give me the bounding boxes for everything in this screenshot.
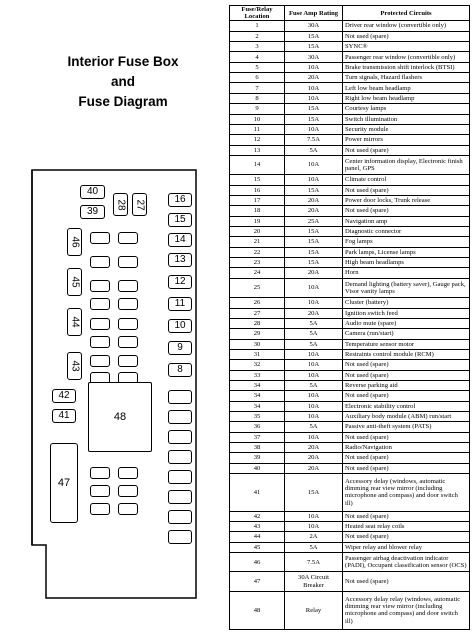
table-row — [230, 93, 470, 103]
table-row — [230, 206, 470, 216]
fuse-slot — [118, 318, 138, 330]
cell-protected-circuits: Driver rear window (convertible only) — [343, 21, 470, 31]
cell-location: 22 — [230, 247, 285, 257]
cell-location: 35 — [230, 411, 285, 421]
cell-amp-rating: 10A — [285, 278, 343, 297]
table-row — [230, 114, 470, 124]
cell-protected-circuits: Passive anti-theft system (PATS) — [343, 422, 470, 432]
cell-location: 26 — [230, 298, 285, 308]
cell-protected-circuits: Power door locks, Trunk release — [343, 196, 470, 206]
cell-amp-rating: 20A — [285, 268, 343, 278]
cell-amp-rating: 30A — [285, 52, 343, 62]
fuse-slot — [118, 485, 138, 497]
table-row — [230, 216, 470, 226]
table-row — [230, 453, 470, 463]
cell-amp-rating: 5A — [285, 542, 343, 552]
cell-amp-rating: 10A — [285, 93, 343, 103]
cell-location: 11 — [230, 124, 285, 134]
cell-amp-rating: 5A — [285, 318, 343, 328]
cell-protected-circuits: High beam headlamps — [343, 258, 470, 268]
table-row — [230, 318, 470, 328]
fuse-40: 40 — [80, 185, 105, 199]
cell-protected-circuits: Audio mute (spare) — [343, 318, 470, 328]
cell-protected-circuits: Diagnostic connector — [343, 227, 470, 237]
fuse-44: 44 — [67, 308, 82, 336]
cell-protected-circuits: Passenger airbag deactivation indicator (PADI), Occupant classification sensor (OCS) — [343, 553, 470, 572]
cell-protected-circuits: Not used (spare) — [343, 453, 470, 463]
cell-location: 16 — [230, 185, 285, 195]
table-row — [230, 370, 470, 380]
cell-protected-circuits: Reverse parking aid — [343, 380, 470, 390]
cell-location: 25 — [230, 278, 285, 297]
table-row — [230, 432, 470, 442]
cell-location: 4 — [230, 52, 285, 62]
cell-location: 47 — [230, 572, 285, 591]
cell-location: 23 — [230, 258, 285, 268]
table-header-row — [230, 6, 470, 21]
table-row — [230, 83, 470, 93]
cell-location: 17 — [230, 196, 285, 206]
cell-protected-circuits: Turn signals, Hazard flashers — [343, 73, 470, 83]
cell-protected-circuits: Navigation amp — [343, 216, 470, 226]
cell-protected-circuits: Power mirrors — [343, 135, 470, 145]
fuse-slot — [90, 485, 110, 497]
cell-amp-rating: 5A — [285, 145, 343, 155]
table-row — [230, 185, 470, 195]
cell-location: 27 — [230, 308, 285, 318]
table-row — [230, 145, 470, 155]
page-subtitle: Fuse Diagram — [78, 94, 168, 109]
cell-amp-rating: 20A — [285, 73, 343, 83]
cell-amp-rating: 20A — [285, 206, 343, 216]
cell-location: 31 — [230, 349, 285, 359]
cell-location: 10 — [230, 114, 285, 124]
cell-amp-rating: 30A — [285, 21, 343, 31]
fuse-slot — [90, 232, 110, 244]
table-row — [230, 227, 470, 237]
cell-location: 37 — [230, 432, 285, 442]
table-row — [230, 360, 470, 370]
table-row — [230, 247, 470, 257]
fuse-slot — [168, 430, 192, 444]
fuse-slot — [168, 530, 192, 544]
cell-amp-rating: 30A Circuit Breaker — [285, 572, 343, 591]
cell-amp-rating: 20A — [285, 463, 343, 473]
cell-amp-rating: 15A — [285, 185, 343, 195]
table-row — [230, 474, 470, 512]
cell-amp-rating: 10A — [285, 360, 343, 370]
table-row — [230, 52, 470, 62]
fuse-41: 41 — [52, 409, 76, 423]
cell-amp-rating: 5A — [285, 380, 343, 390]
cell-protected-circuits: Temperature sensor motor — [343, 339, 470, 349]
cell-protected-circuits: Left low beam headlamp — [343, 83, 470, 93]
cell-location: 20 — [230, 227, 285, 237]
cell-protected-circuits: Security module — [343, 124, 470, 134]
cell-amp-rating: 15A — [285, 114, 343, 124]
cell-amp-rating: 20A — [285, 308, 343, 318]
fuse-slot — [118, 503, 138, 515]
cell-protected-circuits: Fog lamps — [343, 237, 470, 247]
page-title-connector: and — [110, 74, 135, 89]
fuse-slot — [118, 467, 138, 479]
cell-amp-rating: 20A — [285, 443, 343, 453]
cell-location: 2 — [230, 31, 285, 41]
cell-amp-rating: 15A — [285, 31, 343, 41]
cell-location: 3 — [230, 42, 285, 52]
cell-amp-rating: 2A — [285, 532, 343, 542]
cell-protected-circuits: Not used (spare) — [343, 432, 470, 442]
cell-protected-circuits: Horn — [343, 268, 470, 278]
fuse-slot — [118, 355, 138, 367]
table-row — [230, 591, 470, 629]
cell-location: 34 — [230, 380, 285, 390]
cell-location: 29 — [230, 329, 285, 339]
cell-amp-rating: 7.5A — [285, 553, 343, 572]
fuse-slot — [118, 256, 138, 268]
cell-amp-rating: 10A — [285, 62, 343, 72]
cell-protected-circuits: Restraints control module (RCM) — [343, 349, 470, 359]
cell-protected-circuits: Brake transmission shift interlock (BTSI) — [343, 62, 470, 72]
cell-location: 43 — [230, 522, 285, 532]
column-header-amp-rating: Fuse Amp Rating — [285, 6, 343, 21]
table-row — [230, 308, 470, 318]
table-row — [230, 175, 470, 185]
cell-amp-rating: 10A — [285, 411, 343, 421]
cell-protected-circuits: Radio/Navigation — [343, 443, 470, 453]
cell-protected-circuits: Auxiliary body module (ABM) run/start — [343, 411, 470, 421]
cell-location: 42 — [230, 511, 285, 521]
cell-amp-rating: 7.5A — [285, 135, 343, 145]
page-title: Interior Fuse Box — [67, 54, 179, 69]
cell-protected-circuits: Right low beam headlamp — [343, 93, 470, 103]
table-row — [230, 572, 470, 591]
cell-amp-rating: 10A — [285, 522, 343, 532]
cell-amp-rating: 10A — [285, 401, 343, 411]
table-row — [230, 196, 470, 206]
cell-protected-circuits: Not used (spare) — [343, 145, 470, 155]
table-row — [230, 463, 470, 473]
cell-amp-rating: 10A — [285, 511, 343, 521]
cell-protected-circuits: Not used (spare) — [343, 370, 470, 380]
cell-protected-circuits: Not used (spare) — [343, 31, 470, 41]
cell-location: 8 — [230, 93, 285, 103]
column-header-protected-circuits: Protected Circuits — [343, 6, 470, 21]
cell-protected-circuits: Courtesy lamps — [343, 104, 470, 114]
cell-protected-circuits: Not used (spare) — [343, 463, 470, 473]
cell-amp-rating: 5A — [285, 339, 343, 349]
cell-protected-circuits: Electronic stability control — [343, 401, 470, 411]
cell-protected-circuits: Not used (spare) — [343, 532, 470, 542]
cell-amp-rating: 10A — [285, 124, 343, 134]
cell-location: 45 — [230, 542, 285, 552]
cell-protected-circuits: Ignition switch feed — [343, 308, 470, 318]
fuse-12: 12 — [168, 275, 192, 289]
fuse-9: 9 — [168, 341, 192, 355]
fuse-slot — [118, 280, 138, 292]
fuse-45: 45 — [67, 268, 82, 296]
cell-amp-rating: Relay — [285, 591, 343, 629]
cell-protected-circuits: Camera (run/start) — [343, 329, 470, 339]
cell-protected-circuits: Not used (spare) — [343, 511, 470, 521]
table-body — [230, 21, 470, 630]
fuse-slot — [168, 410, 192, 424]
cell-amp-rating: 15A — [285, 42, 343, 52]
fuse-slot — [118, 232, 138, 244]
table-row — [230, 31, 470, 41]
column-header-location: Fuse/Relay Location — [230, 6, 285, 21]
cell-location: 15 — [230, 175, 285, 185]
cell-protected-circuits: Center information display, Electronic finish panel, GPS — [343, 155, 470, 174]
fuse-8: 8 — [168, 363, 192, 377]
cell-amp-rating: 10A — [285, 370, 343, 380]
fuse-slot — [118, 336, 138, 348]
cell-protected-circuits: Heated seat relay coils — [343, 522, 470, 532]
cell-amp-rating: 15A — [285, 227, 343, 237]
table-row — [230, 339, 470, 349]
table-row — [230, 391, 470, 401]
cell-protected-circuits: Climate control — [343, 175, 470, 185]
fuse-slot — [168, 510, 192, 524]
table-row — [230, 380, 470, 390]
table-row — [230, 511, 470, 521]
table-row — [230, 349, 470, 359]
fuse-slot — [90, 503, 110, 515]
cell-protected-circuits: Not used (spare) — [343, 206, 470, 216]
cell-protected-circuits: Accessory delay relay (windows, automatic dimming rear view mirror (including microphone and compass) and door switch ill) — [343, 591, 470, 629]
table-row — [230, 542, 470, 552]
cell-location: 28 — [230, 318, 285, 328]
cell-location: 7 — [230, 83, 285, 93]
cell-location: 12 — [230, 135, 285, 145]
fuse-slot — [90, 280, 110, 292]
cell-amp-rating: 10A — [285, 155, 343, 174]
fuse-slot — [90, 318, 110, 330]
cell-amp-rating: 20A — [285, 453, 343, 463]
fuse-slot — [90, 256, 110, 268]
fuse-table — [229, 5, 470, 630]
cell-amp-rating: 15A — [285, 474, 343, 512]
cell-protected-circuits: Cluster (battery) — [343, 298, 470, 308]
cell-location: 30 — [230, 339, 285, 349]
cell-amp-rating: 10A — [285, 298, 343, 308]
cell-amp-rating: 10A — [285, 349, 343, 359]
cell-protected-circuits: Not used (spare) — [343, 572, 470, 591]
table-row — [230, 553, 470, 572]
cell-protected-circuits: Demand lighting (battery saver), Gauge pack, Visor vanity lamps — [343, 278, 470, 297]
cell-protected-circuits: Accessory delay (windows, automatic dimming rear view mirror (including microphone and compass) and door switch ill) — [343, 474, 470, 512]
fuse-13: 13 — [168, 253, 192, 267]
fuse-15: 15 — [168, 213, 192, 227]
cell-location: 41 — [230, 474, 285, 512]
cell-location: 5 — [230, 62, 285, 72]
table-row — [230, 258, 470, 268]
cell-amp-rating: 10A — [285, 175, 343, 185]
cell-location: 14 — [230, 155, 285, 174]
fuse-16: 16 — [168, 193, 192, 207]
cell-protected-circuits: Park lamps, License lamps — [343, 247, 470, 257]
fuse-11: 11 — [168, 297, 192, 311]
table-row — [230, 532, 470, 542]
cell-amp-rating: 10A — [285, 83, 343, 93]
circuit-breaker-47: 47 — [50, 443, 78, 523]
cell-amp-rating: 15A — [285, 104, 343, 114]
table-row — [230, 73, 470, 83]
fuse-27: 27 — [132, 193, 147, 216]
fuse-28: 28 — [113, 193, 128, 216]
cell-amp-rating: 10A — [285, 432, 343, 442]
relay-48: 48 — [88, 382, 152, 452]
cell-location: 36 — [230, 422, 285, 432]
fuse-39: 39 — [80, 205, 105, 219]
table-row — [230, 522, 470, 532]
cell-location: 24 — [230, 268, 285, 278]
cell-location: 32 — [230, 360, 285, 370]
cell-location: 38 — [230, 443, 285, 453]
table-row — [230, 422, 470, 432]
cell-protected-circuits: Switch illumination — [343, 114, 470, 124]
fuse-14: 14 — [168, 233, 192, 247]
cell-location: 19 — [230, 216, 285, 226]
cell-protected-circuits: Not used (spare) — [343, 360, 470, 370]
fuse-slot — [168, 450, 192, 464]
table-row — [230, 237, 470, 247]
fuse-43: 43 — [67, 352, 82, 380]
cell-amp-rating: 20A — [285, 196, 343, 206]
cell-protected-circuits: Passenger rear window (convertible only) — [343, 52, 470, 62]
fuse-slot — [118, 298, 138, 310]
table-row — [230, 329, 470, 339]
fuse-46: 46 — [67, 228, 82, 256]
table-row — [230, 443, 470, 453]
cell-location: 21 — [230, 237, 285, 247]
cell-amp-rating: 5A — [285, 422, 343, 432]
cell-amp-rating: 15A — [285, 237, 343, 247]
cell-location: 9 — [230, 104, 285, 114]
cell-location: 40 — [230, 463, 285, 473]
table-row — [230, 401, 470, 411]
fuse-slot — [90, 467, 110, 479]
fuse-slot — [168, 390, 192, 404]
cell-location: 34 — [230, 391, 285, 401]
cell-location: 13 — [230, 145, 285, 155]
cell-location: 18 — [230, 206, 285, 216]
table-row — [230, 155, 470, 174]
cell-location: 46 — [230, 553, 285, 572]
cell-protected-circuits: Not used (spare) — [343, 391, 470, 401]
table-row — [230, 411, 470, 421]
cell-amp-rating: 10A — [285, 391, 343, 401]
cell-amp-rating: 25A — [285, 216, 343, 226]
fuse-slot — [168, 470, 192, 484]
table-row — [230, 298, 470, 308]
table-row — [230, 21, 470, 31]
table-row — [230, 62, 470, 72]
table-row — [230, 42, 470, 52]
cell-location: 39 — [230, 453, 285, 463]
cell-protected-circuits: SYNC® — [343, 42, 470, 52]
cell-amp-rating: 15A — [285, 247, 343, 257]
fuse-slot — [168, 490, 192, 504]
cell-location: 44 — [230, 532, 285, 542]
table-row — [230, 268, 470, 278]
fuse-10: 10 — [168, 319, 192, 333]
fuse-slot — [90, 336, 110, 348]
fuse-slot — [90, 298, 110, 310]
table-row — [230, 104, 470, 114]
cell-amp-rating: 15A — [285, 258, 343, 268]
table-row — [230, 278, 470, 297]
fuse-slot — [90, 355, 110, 367]
cell-location: 48 — [230, 591, 285, 629]
cell-protected-circuits: Not used (spare) — [343, 185, 470, 195]
fuse-42: 42 — [52, 389, 76, 403]
cell-location: 6 — [230, 73, 285, 83]
cell-location: 33 — [230, 370, 285, 380]
cell-amp-rating: 5A — [285, 329, 343, 339]
table-row — [230, 135, 470, 145]
table-row — [230, 124, 470, 134]
cell-protected-circuits: Wiper relay and blower relay — [343, 542, 470, 552]
cell-location: 1 — [230, 21, 285, 31]
cell-location: 34 — [230, 401, 285, 411]
